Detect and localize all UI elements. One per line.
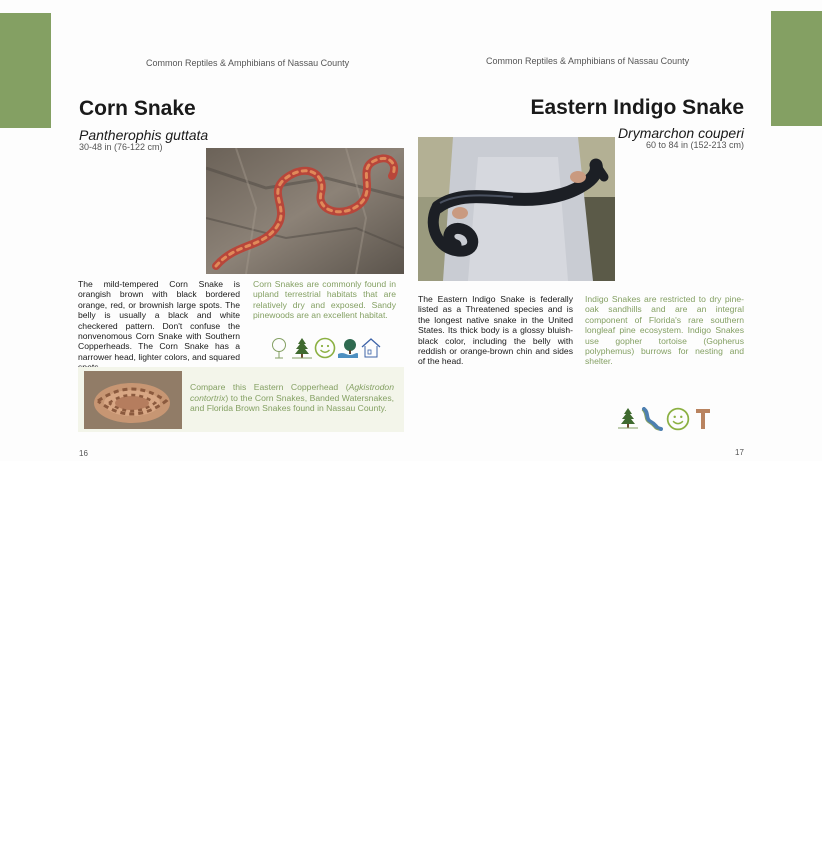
indigo-snake-photo xyxy=(418,137,615,281)
pine-tree-icon xyxy=(617,407,639,431)
indigo-snake-description: The Eastern Indigo Snake is federally listed as a Threatened species and is the longest native snake in the United States. Its thick body is a glossy bluish-black color, including the belly with reddish or orange-brown chin and sides of the head. xyxy=(418,294,573,367)
post-icon xyxy=(693,407,713,431)
copperhead-photo xyxy=(84,371,182,429)
indigo-snake-size: 60 to 84 in (152-213 cm) xyxy=(645,140,744,150)
left-running-head: Common Reptiles & Amphibians of Nassau County xyxy=(146,58,350,68)
copperhead-compare-box xyxy=(78,367,404,432)
page-number-right: 17 xyxy=(735,448,744,457)
smiley-icon xyxy=(666,407,690,431)
smiley-icon xyxy=(314,337,336,359)
page-number-left: 16 xyxy=(79,449,88,458)
stream-icon xyxy=(641,407,663,431)
indigo-snake-title: Eastern Indigo Snake xyxy=(530,96,744,119)
indigo-snake-habitat: Indigo Snakes are restricted to dry pine-oak sandhills and are an integral component of Florida's rare southern longleaf pine ecosystem. Indigo Snakes use gopher tortoise (Gopherus polyphemus) burrows for nesting and shelter. xyxy=(585,294,744,367)
corn-snake-photo xyxy=(206,148,404,274)
compare-text-start: Compare this Eastern Copperhead ( xyxy=(190,382,349,392)
right-running-head: Common Reptiles & Amphibians of Nassau County xyxy=(486,56,690,66)
compare-text-end: ) to the Corn Snakes, Banded Watersnakes, and Florida Brown Snakes found in Nassau County. xyxy=(190,392,394,414)
corn-snake-description: The mild-tempered Corn Snake is orangish brown with black bordered orange, red, or brownish large spots. The belly is usually a black and white checkered pattern. Don't confuse the nonvenomous Corn Snake with Southern Copperheads. The Corn Snake has a narrower head, lighter colors, and squared xyxy=(78,279,240,362)
house-icon xyxy=(360,337,382,359)
copperhead-latin-name: Agkistrodon contortrix xyxy=(190,382,394,403)
indigo-snake-latin-name: Drymarchon couperi xyxy=(617,125,744,141)
left-page-tab xyxy=(0,13,51,128)
corn-snake-habitat: Corn Snakes are commonly found in upland terrestrial habitats that are relatively dry and exposed. Sandy pinewoods are an excellent habitat. xyxy=(253,279,396,321)
corn-snake-latin-name: Pantherophis guttata xyxy=(79,127,209,143)
right-page-tab xyxy=(771,11,822,126)
pine-tree-icon xyxy=(291,337,313,359)
corn-snake-size: 30-48 in (76-122 cm) xyxy=(79,142,163,152)
tree-outline-icon xyxy=(268,337,290,359)
corn-snake-title: Corn Snake xyxy=(79,97,196,120)
copperhead-compare-text xyxy=(190,382,394,414)
wetland-icon xyxy=(337,337,359,359)
